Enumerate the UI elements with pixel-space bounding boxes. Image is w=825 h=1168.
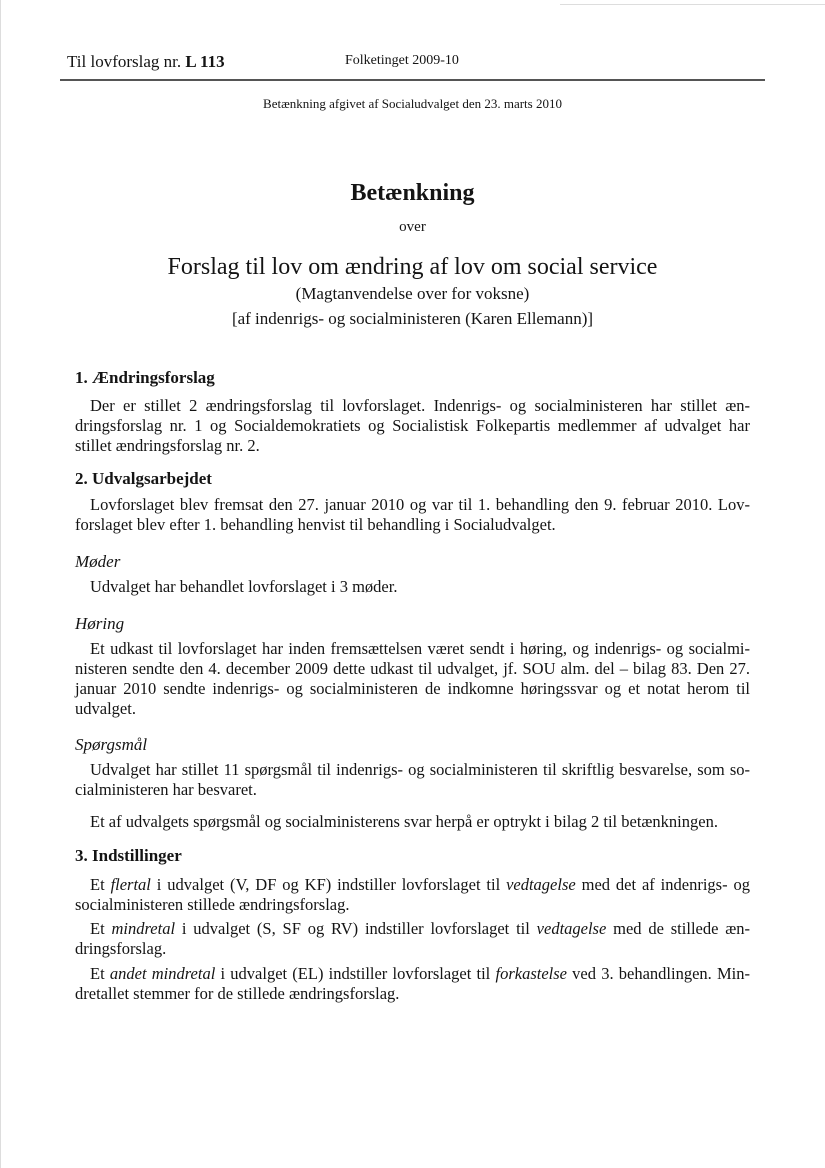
text-segment: med de stillede æn- (606, 919, 750, 938)
text-line: nisteren sendte den 4. december 2009 dette udkast til udvalget, jf. SOU alm. del – bilag 83. Den 27. (75, 659, 750, 678)
paragraph (75, 495, 750, 535)
paragraph (75, 396, 750, 456)
text-line: dretallet stemmer for de stillede ændringsforslag. (75, 984, 400, 1003)
text-line: cialministeren har besvaret. (75, 780, 257, 799)
subsection-heading: Spørgsmål (75, 735, 148, 754)
paragraph (75, 919, 750, 959)
document-title: Betænkning (350, 180, 475, 206)
subsection-heading: Møder (75, 552, 121, 571)
text-line: stillet ændringsforslag nr. 2. (75, 436, 260, 455)
bill-number: L 113 (185, 52, 225, 71)
session: Folketinget 2009-10 (345, 53, 459, 68)
text-segment: ved 3. behandlingen. Min- (566, 964, 750, 983)
paragraph (75, 639, 750, 719)
text-line: dringsforslag. (75, 939, 167, 958)
bill-prefix: Til lovforslag nr. (67, 52, 182, 71)
text-line: dringsforslag nr. 1 og Socialdemokratiets og Socialistisk Folkepartis medlemmer af udvalget har (75, 416, 750, 435)
text-line: Udvalget har behandlet lovforslaget i 3 møder. (90, 577, 398, 596)
text-segment: Et (90, 964, 110, 983)
over-label: over (399, 219, 426, 235)
paragraph (75, 875, 750, 915)
text-line (75, 875, 750, 895)
text-line (75, 919, 750, 939)
text-segment: i udvalget (V, DF og KF) indstiller lovforslaget til (150, 875, 507, 894)
text-line: socialministeren stillede ændringsforslag. (75, 895, 350, 914)
emphasis: forkastelse (495, 964, 567, 983)
text-line (75, 964, 750, 984)
minister: [af indenrigs- og socialministeren (Karen Ellemann)] (231, 309, 594, 328)
scan-edge (0, 0, 1, 1168)
text-line: januar 2010 sendte indenrigs- og socialministeren de indkomne høringssvar og et notat herom til (75, 679, 750, 698)
emphasis: andet mindretal (109, 964, 216, 983)
header-rule (60, 79, 765, 81)
paragraph (75, 812, 750, 832)
bill-subtitle: (Magtanvendelse over for voksne) (295, 284, 530, 303)
text-line: Et af udvalgets spørgsmål og socialministerens svar herpå er optrykt i bilag 2 til betænkningen. (90, 812, 718, 831)
emphasis: vedtagelse (506, 875, 576, 894)
text-line: Der er stillet 2 ændringsforslag til lovforslaget. Indenrigs- og socialministeren har stillet æn- (90, 396, 750, 415)
text-segment: Et (90, 919, 112, 938)
emphasis: mindretal (111, 919, 176, 938)
text-line: Udvalget har stillet 11 spørgsmål til indenrigs- og socialministeren til skriftlig besvarelse, som so- (90, 760, 750, 779)
section-heading: 2. Udvalgsarbejdet (75, 469, 212, 488)
section-heading: 3. Indstillinger (75, 846, 182, 865)
text-line: forslaget blev efter 1. behandling henvist til behandling i Socialudvalget. (75, 515, 556, 534)
text-segment: med det af indenrigs- og (575, 875, 750, 894)
text-segment: i udvalget (S, SF og RV) indstiller lovforslaget til (175, 919, 537, 938)
text-line: udvalget. (75, 699, 136, 718)
paragraph (75, 964, 750, 1004)
text-line: Lovforslaget blev fremsat den 27. januar 2010 og var til 1. behandling den 9. februar 2010. Lov- (90, 495, 750, 514)
paragraph (75, 760, 750, 800)
text-line: Et udkast til lovforslaget har inden fremsættelsen været sendt i høring, og indenrigs- og socialmi- (90, 639, 750, 658)
emphasis: vedtagelse (536, 919, 607, 938)
subsection-heading: Høring (75, 614, 125, 633)
bill-title: Forslag til lov om ændring af lov om social service (167, 254, 658, 280)
text-segment: i udvalget (EL) indstiller lovforslaget til (215, 964, 496, 983)
paragraph (75, 577, 750, 597)
bill-reference (67, 52, 225, 72)
scan-edge-top (560, 4, 825, 5)
emphasis: flertal (110, 875, 151, 894)
submitted-line: Betænkning afgivet af Socialudvalget den 23. marts 2010 (263, 96, 562, 111)
text-segment: Et (90, 875, 111, 894)
section-heading: 1. Ændringsforslag (75, 368, 215, 387)
